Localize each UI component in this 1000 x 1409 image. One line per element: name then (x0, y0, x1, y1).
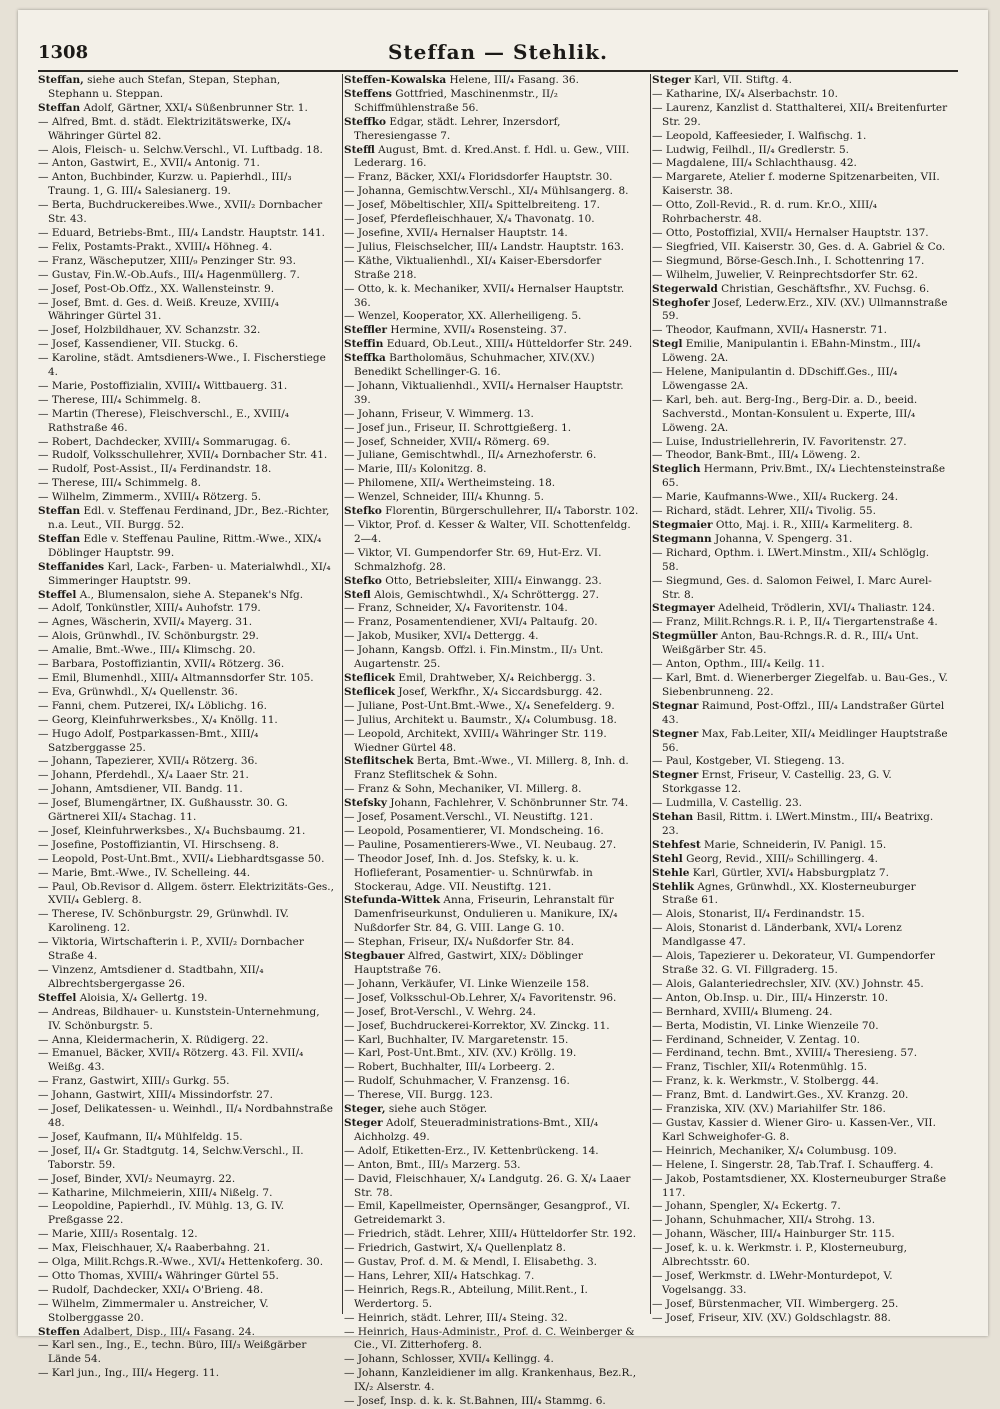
directory-entry: — Karl jun., Ing., III/₄ Hegerg. 11. (38, 1367, 220, 1380)
directory-entry: — Josef, Volksschul-Ob.Lehrer, X/₄ Favoritenstr. 96. (344, 991, 617, 1004)
directory-entry: — Barbara, Postoffiziantin, XVII/₄ Rötzerg. 36. (38, 658, 285, 671)
page-title: Steffan — Stehlik. (387, 40, 608, 64)
directory-entry: Stegerwald Christian, Geschäftsfhr., XV. Fuchsg. 6. (652, 282, 930, 295)
directory-entry: — Martin (Therese), Fleischverschl., E., XVIII/₄ Rathstraße 46. (38, 407, 289, 434)
directory-entry: — Friedrich, städt. Lehrer, XIII/₄ Hütteldorfer Str. 192. (344, 1228, 637, 1241)
directory-entry: — Julius, Architekt u. Baumstr., X/₄ Columbusg. 18. (344, 713, 617, 726)
directory-entry: — Johann, Kangsb. Offzl. i. Fin.Minstm., II/₃ Unt. Augartenstr. 25. (344, 644, 604, 671)
directory-entry: — Heinrich, Regs.R., Abteilung, Milit.Rent., I. Werdertorg. 5. (344, 1283, 588, 1310)
directory-entry: Stehl Georg, Revid., XIII/₉ Schillingerg. 4. (652, 852, 878, 865)
directory-entry: — Wenzel, Kooperator, XX. Allerheiligeng. 5. (344, 310, 582, 323)
directory-entry: Steffen-Kowalska Helene, III/₄ Fasang. 36. (344, 74, 579, 86)
directory-entry: — Vinzenz, Amtsdiener d. Stadtbahn, XII/₄ Albrechtsbergergasse 26. (38, 964, 264, 990)
directory-entry: — Adolf, Tonkünstler, XIII/₄ Auhofstr. 179. (38, 602, 261, 615)
directory-entry: Stegl Emilie, Manipulantin i. EBahn-Minstm., III/₄ Löweng. 2A. (652, 338, 921, 365)
directory-entry: Steger Karl, VII. Stiftg. 4. (652, 74, 793, 86)
directory-entry: — Josef, II/₄ Gr. Stadtgutg. 14, Selchw.Verschl., II. Taborstr. 59. (38, 1144, 304, 1171)
directory-entry: Steffka Bartholomäus, Schuhmacher, XIV.(XV.) Benedikt Schellinger-G. 16. (344, 352, 595, 379)
directory-entry: — Josef, Werkmstr. d. LWehr-Monturdepot, V. Vogelsangg. 33. (652, 1269, 893, 1296)
directory-entry: — Georg, Kleinfuhrwerksbes., X/₄ Knöllg. 11. (38, 713, 278, 726)
directory-entry: — Leopold, Post-Unt.Bmt., XVII/₄ Liebhardtsgasse 50. (38, 852, 325, 865)
directory-entry: — Leopold, Architekt, XVIII/₄ Währinger Str. 119. Wiedner Gürtel 48. (344, 727, 607, 754)
directory-entry: — Max, Fleischhauer, X/₄ Raaberbahng. 21. (38, 1242, 271, 1255)
directory-entry: — Laurenz, Kanzlist d. Statthalterei, XII/₄ Breitenfurter Str. 29. (652, 101, 948, 128)
directory-entry: — Andreas, Bildhauer- u. Kunststein-Unternehmung, IV. Schönburgstr. 5. (38, 1005, 320, 1032)
directory-entry: — Friedrich, Gastwirt, X/₄ Quellenplatz 8. (344, 1242, 566, 1255)
directory-entry: — Robert, Buchhalter, III/₄ Lorbeerg. 2. (344, 1061, 555, 1074)
directory-entry: — Josef jun., Friseur, II. Schrottgießerg. 1. (344, 421, 572, 434)
directory-entry: — Emil, Blumenhdl., XIII/₄ Altmannsdorfer Str. 105. (38, 671, 314, 684)
directory-entry: — Alfred, Bmt. d. städt. Elektrizitätswerke, IX/₄ Währinger Gürtel 82. (38, 115, 291, 142)
directory-entry: — Josef, Buchdruckerei-Korrektor, XV. Zinckg. 11. (344, 1019, 610, 1032)
directory-entry: — Alois, Grünwhdl., IV. Schönburgstr. 29. (38, 630, 259, 643)
directory-entry: — Gustav, Kassier d. Wiener Giro- u. Kassen-Ver., VII. Karl Schweighofer-G. 8. (652, 1116, 936, 1143)
directory-entry: — Rudolf, Dachdecker, XXI/₄ O'Brieng. 48. (38, 1283, 264, 1296)
directory-entry: — Franz & Sohn, Mechaniker, VI. Millerg. 8. (344, 783, 582, 796)
directory-entry: — Wilhelm, Juwelier, V. Reinprechtsdorfer Str. 62. (652, 268, 918, 281)
directory-entry: — Josefine, XVII/₄ Hernalser Hauptstr. 14. (344, 226, 568, 239)
directory-entry: — Therese, VII. Burgg. 123. (344, 1089, 493, 1102)
directory-entry: — Magdalene, III/₄ Schlachthausg. 42. (652, 157, 857, 170)
directory-entry: — Emil, Kapellmeister, Opernsänger, Gesangprof., VI. Getreidemarkt 3. (344, 1200, 631, 1227)
directory-entry: — Juliane, Post-Unt.Bmt.-Wwe., X/₄ Senefelderg. 9. (344, 699, 615, 712)
directory-entry: Stefko Florentin, Bürgerschullehrer, II/₄ Taborstr. 102. (344, 505, 639, 518)
directory-entry: — Franz, Posamentendiener, XVI/₄ Paltaufg. 20. (344, 616, 598, 629)
directory-entry: — Marie, Postoffizialin, XVIII/₄ Wittbauerg. 31. (38, 379, 288, 392)
directory-entry: — Anton, Ob.Insp. u. Dir., III/₄ Hinzerstr. 10. (652, 991, 889, 1004)
directory-entry: Stehle Karl, Gürtler, XVI/₄ Habsburgplatz 7. (652, 866, 889, 879)
directory-entry: — Siegfried, VII. Kaiserstr. 30, Ges. d. A. Gabriel & Co. (652, 240, 946, 253)
directory-entry: — Johann, Viktualienhdl., XVII/₄ Hernalser Hauptstr. 39. (344, 379, 624, 406)
directory-entry: — Josef, Kaufmann, II/₄ Mühlfeldg. 15. (38, 1130, 243, 1143)
directory-entry: — Alois, Galanteriedrechsler, XIV. (XV.) Johnstr. 45. (652, 977, 924, 990)
directory-entry: — Stephan, Friseur, IX/₄ Nußdorfer Str. 84. (344, 936, 575, 949)
directory-entry: Steffens Gottfried, Maschinenmstr., II/₂ Schiffmühlenstraße 56. (344, 87, 558, 114)
directory-entry: — Josef, Brot-Verschl., V. Wehrg. 24. (344, 1005, 536, 1018)
directory-entry: — Wilhelm, Zimmermaler u. Anstreicher, V. Stolberggasse 20. (38, 1297, 269, 1324)
directory-entry: — Robert, Dachdecker, XVIII/₄ Sommarugag. 6. (38, 435, 291, 448)
directory-entry: — Amalie, Bmt.-Wwe., III/₄ Klimschg. 20. (38, 644, 256, 657)
directory-entry: Stefsky Johann, Fachlehrer, V. Schönbrunner Str. 74. (344, 797, 629, 810)
directory-entry: Steflitschek Berta, Bmt.-Wwe., VI. Millerg. 8, Inh. d. Franz Steflitschek & Sohn. (344, 755, 629, 782)
directory-entry: — Anton, Bmt., III/₃ Marzerg. 53. (344, 1158, 521, 1171)
directory-entry: Steffan Edl. v. Steffenau Ferdinand, JDr., Bez.-Richter, n.a. Leut., VII. Burgg. 52. (38, 505, 330, 531)
directory-entry: — Franz, Bmt. d. Landwirt.Ges., XV. Kranzg. 20. (652, 1089, 909, 1102)
directory-entry: — Marie, Bmt.-Wwe., IV. Schelleing. 44. (38, 866, 251, 879)
page-header (38, 38, 958, 68)
directory-entry: — Marie, Kaufmanns-Wwe., XII/₄ Ruckerg. 24. (652, 491, 899, 504)
directory-entry: Steffko Edgar, städt. Lehrer, Inzersdorf, Theresiengasse 7. (344, 115, 561, 142)
directory-entry: — Bernhard, XVIII/₄ Blumeng. 24. (652, 1005, 833, 1018)
directory-entry: — Josef, Schneider, XVII/₄ Römerg. 69. (344, 435, 550, 448)
directory-entry: Steffan Adolf, Gärtner, XXI/₄ Süßenbrunner Str. 1. (38, 101, 308, 114)
directory-entry: — Siegmund, Ges. d. Salomon Feiwel, I. Marc Aurel-Str. 8. (652, 574, 932, 601)
directory-entry: — Viktoria, Wirtschafterin i. P., XVII/₂ Dornbacher Straße 4. (38, 936, 304, 963)
directory-entry: — Franziska, XIV. (XV.) Mariahilfer Str. 186. (652, 1103, 886, 1116)
column-1 (38, 74, 334, 1380)
directory-entry: — Josef, Insp. d. k. k. St.Bahnen, III/₄ Stammg. 6. (344, 1395, 606, 1408)
directory-entry: — Josef, Bürstenmacher, VII. Wimbergerg. 25. (652, 1297, 899, 1310)
directory-entry: Stefl Alois, Gemischtwhdl., X/₄ Schröttergg. 27. (344, 588, 600, 601)
directory-entry: — Karl, Post-Unt.Bmt., XIV. (XV.) Kröllg. 19. (344, 1047, 577, 1060)
directory-entry: Stegmayer Adelheid, Trödlerin, XVI/₄ Thaliastr. 124. (652, 602, 935, 615)
directory-entry: — Berta, Modistin, VI. Linke Wienzeile 70. (652, 1019, 879, 1032)
directory-entry: — Felix, Postamts-Prakt., XVIII/₄ Höhneg. 4. (38, 240, 273, 253)
directory-entry: — Marie, XIII/₃ Rosentalg. 12. (38, 1228, 198, 1241)
directory-entry: — Paul, Kostgeber, VI. Stiegeng. 13. (652, 755, 845, 768)
column-divider (342, 74, 343, 1314)
directory-entry: — Hans, Lehrer, XII/₄ Hatschkag. 7. (344, 1269, 535, 1282)
directory-entry: — Berta, Buchdruckereibes.Wwe., XVII/₂ Dornbacher Str. 43. (38, 199, 323, 226)
directory-entry: — Karl, Bmt. d. Wienerberger Ziegelfab. u. Bau-Ges., V. Siebenbrunneng. 22. (652, 671, 948, 698)
directory-entry: Steger, siehe auch Stöger. (344, 1103, 488, 1116)
directory-entry: Steffin Eduard, Ob.Leut., XIII/₄ Hütteldorfer Str. 249. (344, 338, 633, 351)
directory-entry: — Josefine, Postoffiziantin, VI. Hirschseng. 8. (38, 838, 280, 851)
directory-entry: — Karoline, städt. Amtsdieners-Wwe., I. Fischerstiege 4. (38, 352, 326, 379)
directory-entry: Stegmüller Anton, Bau-Rchngs.R. d. R., III/₄ Unt. Weißgärber Str. 45. (652, 630, 919, 657)
directory-entry: Steger Adolf, Steueradministrations-Bmt., XII/₄ Aichholzg. 49. (344, 1116, 599, 1143)
directory-entry: — Helene, I. Singerstr. 28, Tab.Traf. I. Schaufferg. 4. (652, 1158, 934, 1171)
directory-entry: — Olga, Milit.Rchgs.R.-Wwe., XVI/₄ Hettenkoferg. 30. (38, 1256, 324, 1269)
directory-entry: Steglich Hermann, Priv.Bmt., IX/₄ Liechtensteinstraße 65. (652, 463, 946, 490)
directory-entry: — Käthe, Viktualienhdl., XI/₄ Kaiser-Ebersdorfer Straße 218. (344, 254, 602, 281)
directory-entry: — Johann, Schlosser, XVII/₄ Kellingg. 4. (344, 1353, 554, 1366)
directory-entry: — Josef, Bmt. d. Ges. d. Weiß. Kreuze, XVIII/₄ Währinger Gürtel 31. (38, 296, 279, 323)
directory-entry: Stegmaier Otto, Maj. i. R., XIII/₄ Karmeliterg. 8. (652, 519, 913, 531)
directory-entry: — Helene, Manipulantin d. DDschiff.Ges., III/₄ Löwengasse 2A. (652, 366, 898, 392)
directory-entry: Steffel Aloisia, X/₄ Gellertg. 19. (38, 991, 208, 1004)
directory-entry: — Josef, Pferdefleischhauer, X/₄ Thavonatg. 10. (344, 213, 595, 226)
directory-entry: — Katharine, Milchmeierin, XIII/₄ Nißelg. 7. (38, 1186, 273, 1199)
directory-entry: Stefunda-Wittek Anna, Friseurin, Lehranstalt für Damenfriseurkunst, Ondulieren u. Manikure, IX/₄ Nußdorfer Str. 84, G. VIII. Lange G. 10. (344, 894, 618, 935)
directory-entry: — Leopold, Kaffeesieder, I. Walfischg. 1. (652, 129, 867, 142)
directory-entry: — Josef, Kleinfuhrwerksbes., X/₄ Buchsbaumg. 21. (38, 824, 306, 837)
directory-entry: Stegbauer Alfred, Gastwirt, XIX/₂ Döblinger Hauptstraße 76. (344, 950, 583, 976)
directory-entry: Steffen Adalbert, Disp., III/₄ Fasang. 24. (38, 1325, 255, 1338)
directory-entry: Steffan, siehe auch Stefan, Stepan, Stephan, Stephann u. Steppan. (38, 74, 281, 100)
directory-entry: — Johann, Spengler, X/₄ Eckertg. 7. (652, 1200, 841, 1213)
directory-entry: — Johann, Pferdehdl., X/₄ Laaer Str. 21. (38, 769, 249, 782)
directory-entry: — Anton, Gastwirt, E., XVII/₄ Antonig. 71. (38, 157, 260, 170)
directory-entry: — Franz, Wäscheputzer, XIII/₉ Penzinger Str. 93. (38, 254, 296, 267)
page-number: 1308 (38, 42, 89, 63)
column-2 (344, 74, 640, 1408)
directory-entry: — Adolf, Etiketten-Erz., IV. Kettenbrückeng. 14. (344, 1144, 599, 1157)
directory-entry: — Alois, Tapezierer u. Dekorateur, VI. Gumpendorfer Straße 32. G. VI. Fillgraderg. 15. (652, 950, 935, 976)
directory-entry: — Otto, k. k. Mechaniker, XVII/₄ Hernalser Hauptstr. 36. (344, 282, 625, 309)
directory-entry: — Karl sen., Ing., E., techn. Büro, III/₃ Weißgärber Lände 54. (38, 1339, 307, 1366)
directory-entry: — Viktor, VI. Gumpendorfer Str. 69, Hut-Erz. VI. Schmalzhofg. 28. (344, 546, 602, 573)
directory-entry: — Rudolf, Schuhmacher, V. Franzensg. 16. (344, 1075, 570, 1088)
directory-entry: — Johann, Schuhmacher, XII/₄ Strohg. 13. (652, 1214, 876, 1227)
directory-entry: Stehan Basil, Rittm. i. LWert.Minstm., III/₄ Beatrixg. 23. (652, 811, 934, 837)
directory-entry: — Johann, Verkäufer, VI. Linke Wienzeile 158. (344, 977, 590, 990)
directory-entry: — Viktor, Prof. d. Kesser & Walter, VII. Schottenfeldg. 2—4. (344, 519, 631, 545)
directory-entry: — Johanna, Gemischtw.Verschl., XI/₄ Mühlsangerg. 8. (344, 185, 629, 198)
directory-entry: — Franz, k. k. Werkmstr., V. Stolbergg. 44. (652, 1075, 879, 1088)
directory-entry: — Julius, Fleischselcher, III/₄ Landstr. Hauptstr. 163. (344, 240, 624, 253)
directory-entry: — Gustav, Fin.W.-Ob.Aufs., III/₄ Hagenmüllerg. 7. (38, 268, 300, 281)
directory-entry: — Rudolf, Volksschullehrer, XVII/₄ Dornbacher Str. 41. (38, 449, 328, 462)
directory-entry: — Johann, Wäscher, III/₄ Hainburger Str. 115. (652, 1228, 895, 1241)
directory-entry: — Leopoldine, Papierhdl., IV. Mühlg. 13, G. IV. Preßgasse 22. (38, 1200, 285, 1227)
directory-entry: — Heinrich, städt. Lehrer, III/₄ Steing. 32. (344, 1311, 568, 1324)
directory-entry: — Agnes, Wäscherin, XVII/₄ Mayerg. 31. (38, 616, 253, 629)
directory-entry: — Josef, k. u. k. Werkmstr. i. P., Klosterneuburg, Albrechtsstr. 60. (652, 1242, 907, 1269)
directory-entry: — Philomene, XII/₄ Wertheimsteing. 18. (344, 477, 556, 490)
directory-entry: — Josef, Blumengärtner, IX. Gußhausstr. 30. G. Gärtnerei XII/₄ Stachag. 11. (38, 797, 288, 824)
directory-entry: — Therese, III/₄ Schimmelg. 8. (38, 393, 201, 406)
directory-entry: — Hugo Adolf, Postparkassen-Bmt., XIII/₄ Satzberggasse 25. (38, 727, 259, 754)
directory-entry: Stefko Otto, Betriebsleiter, XIII/₄ Einwangg. 23. (344, 574, 602, 587)
directory-entry: — Fanni, chem. Putzerei, IX/₄ Löblichg. 16. (38, 699, 267, 712)
directory-entry: — Alois, Stonarist, II/₄ Ferdinandstr. 15. (652, 908, 865, 921)
directory-entry: — Theodor Josef, Inh. d. Jos. Stefsky, k. u. k. Hoflieferant, Posamentier- u. Schnürwfab. in Stockerau, Adge. VII. Neustiftg. 121. (344, 852, 593, 893)
directory-entry: — Johann, Amtsdiener, VII. Bandg. 11. (38, 783, 243, 796)
directory-entry: — Otto, Zoll-Revid., R. d. rum. Kr.O., XIII/₄ Rohrbacherstr. 48. (652, 199, 878, 226)
directory-entry: — Paul, Ob.Revisor d. Allgem. österr. Elektrizitäts-Ges., XVII/₄ Geblerg. 8. (38, 880, 334, 907)
directory-entry: — Marie, III/₃ Kolonitzg. 8. (344, 463, 487, 476)
directory-entry: — Ferdinand, Schneider, V. Zentag. 10. (652, 1033, 860, 1046)
directory-entry: — Otto, Postoffizial, XVII/₄ Hernalser Hauptstr. 137. (652, 226, 929, 239)
directory-entry: — Franz, Milit.Rchngs.R. i. P., II/₄ Tiergartenstraße 4. (652, 616, 938, 629)
directory-entry: — Ludwig, Feilhdl., II/₄ Gredlerstr. 5. (652, 143, 850, 156)
directory-entry: — Emanuel, Bäcker, XVII/₄ Rötzerg. 43. Fil. XVII/₄ Weißg. 43. (38, 1047, 304, 1074)
directory-entry: — Eduard, Betriebs-Bmt., III/₄ Landstr. Hauptstr. 141. (38, 226, 326, 239)
directory-entry: — Rudolf, Post-Assist., II/₄ Ferdinandstr. 18. (38, 463, 272, 476)
directory-entry: — Otto Thomas, XVIII/₄ Währinger Gürtel 55. (38, 1269, 279, 1282)
directory-entry: — Franz, Tischler, XII/₄ Rotenmühlg. 15. (652, 1061, 868, 1074)
directory-entry: — Franz, Schneider, X/₄ Favoritenstr. 104. (344, 602, 568, 615)
directory-entry: — Josef, Friseur, XIV. (XV.) Goldschlagstr. 88. (652, 1311, 891, 1324)
directory-entry: — Ludmilla, V. Castellig. 23. (652, 797, 802, 810)
directory-entry: — Johann, Gastwirt, XIII/₄ Missindorfstr. 27. (38, 1089, 273, 1102)
directory-entry: Stegnar Raimund, Post-Offzl., III/₄ Landstraßer Gürtel 43. (652, 699, 945, 726)
directory-entry: Stehfest Marie, Schneiderin, IV. Panigl. 15. (652, 838, 887, 851)
directory-entry: — Franz, Bäcker, XXI/₄ Floridsdorfer Hauptstr. 30. (344, 171, 613, 184)
directory-entry: — Ferdinand, techn. Bmt., XVIII/₄ Theresieng. 57. (652, 1047, 918, 1060)
directory-entry: — Karl, Buchhalter, IV. Margaretenstr. 15. (344, 1033, 569, 1046)
directory-entry: — Franz, Gastwirt, XIII/₃ Gurkg. 55. (38, 1075, 230, 1088)
directory-entry: — Heinrich, Haus-Administr., Prof. d. C. Weinberger & Cie., VI. Zitterhoferg. 8. (344, 1325, 635, 1352)
directory-entry: — Theodor, Bank-Bmt., III/₄ Löweng. 2. (652, 449, 861, 462)
directory-entry: — Johann, Tapezierer, XVII/₄ Rötzerg. 36. (38, 755, 258, 768)
directory-entry: Steffan Edle v. Steffenau Pauline, Rittm.-Wwe., XIX/₄ Döblinger Hauptstr. 99. (38, 532, 322, 559)
directory-entry: — Johann, Kanzleidiener im allg. Krankenhaus, Bez.R., IX/₂ Alserstr. 4. (344, 1367, 637, 1394)
directory-entry: Steghofer Josef, Lederw.Erz., XIV. (XV.) Ullmannstraße 59. (652, 296, 948, 323)
directory-entry: — Josef, Kassendiener, VII. Stuckg. 6. (38, 338, 239, 351)
directory-entry: Steffl August, Bmt. d. Kred.Anst. f. Hdl. u. Gew., VIII. Lederarg. 16. (344, 143, 630, 170)
directory-entry: — Katharine, IX/₄ Alserbachstr. 10. (652, 87, 838, 100)
directory-entry: Stegmann Johanna, V. Spengerg. 31. (652, 532, 853, 545)
directory-entry: — Pauline, Posamentierers-Wwe., VI. Neubaug. 27. (344, 838, 617, 851)
directory-entry: — Margarete, Atelier f. moderne Spitzenarbeiten, VII. Kaiserstr. 38. (652, 171, 940, 198)
directory-entry: Steflicek Emil, Drahtweber, X/₄ Reichbergg. 3. (344, 671, 596, 684)
directory-entry: — Heinrich, Mechaniker, X/₄ Columbusg. 109. (652, 1144, 897, 1157)
directory-entry: — Anton, Buchbinder, Kurzw. u. Papierhdl., III/₃ Traung. 1, G. III/₄ Salesianerg. 19. (38, 171, 292, 198)
directory-entry: — David, Fleischhauer, X/₄ Landgutg. 26. G. X/₄ Laaer Str. 78. (344, 1172, 631, 1199)
columns-container (38, 74, 958, 1408)
column-divider (650, 74, 651, 1314)
directory-entry: — Wilhelm, Zimmerm., XVIII/₄ Rötzerg. 5. (38, 491, 262, 504)
directory-entry: — Wenzel, Schneider, III/₄ Khunng. 5. (344, 491, 545, 504)
directory-entry: — Alois, Fleisch- u. Selchw.Verschl., VI. Luftbadg. 18. (38, 143, 323, 156)
directory-entry: Stehlik Agnes, Grünwhdl., XX. Klosterneuburger Straße 61. (652, 880, 916, 907)
directory-entry: — Jakob, Musiker, XVI/₄ Dettergg. 4. (344, 630, 539, 643)
directory-entry: — Theodor, Kaufmann, XVII/₄ Hasnerstr. 71. (652, 324, 887, 337)
directory-entry: Steffel A., Blumensalon, siehe A. Stepanek's Nfg. (38, 588, 304, 601)
directory-entry: Steffler Hermine, XVII/₄ Rosensteing. 37. (344, 324, 567, 337)
directory-entry: — Therese, III/₄ Schimmelg. 8. (38, 477, 201, 490)
directory-entry: — Johann, Friseur, V. Wimmerg. 13. (344, 407, 534, 420)
directory-entry: — Josef, Binder, XVI/₂ Neumayrg. 22. (38, 1172, 236, 1185)
directory-entry: Steflicek Josef, Werkfhr., X/₄ Siccardsburgg. 42. (344, 685, 603, 698)
header-rule (38, 70, 958, 72)
directory-entry: — Therese, IV. Schönburgstr. 29, Grünwhdl. IV. Karolineng. 12. (38, 908, 289, 935)
directory-entry: Stegner Max, Fab.Leiter, XII/₄ Meidlinger Hauptstraße 56. (652, 727, 948, 754)
directory-entry: — Leopold, Posamentierer, VI. Mondscheing. 16. (344, 824, 604, 837)
directory-entry: — Jakob, Postamtsdiener, XX. Klosterneuburger Straße 117. (652, 1172, 947, 1199)
directory-entry: — Josef, Post-Ob.Offz., XX. Wallensteinstr. 9. (38, 282, 275, 295)
directory-entry: — Josef, Möbeltischler, XII/₄ Spittelbreiteng. 17. (344, 199, 600, 212)
directory-entry: — Gustav, Prof. d. M. & Mendl, I. Elisabethg. 3. (344, 1256, 597, 1269)
directory-entry: — Richard, städt. Lehrer, XII/₄ Tivolig. 55. (652, 505, 876, 518)
directory-entry: — Anna, Kleidermacherin, X. Rüdigerg. 22. (38, 1033, 269, 1046)
directory-entry: — Anton, Opthm., III/₄ Keilg. 11. (652, 658, 825, 671)
directory-entry: — Eva, Grünwhdl., X/₄ Quellenstr. 36. (38, 685, 238, 698)
directory-entry: — Siegmund, Börse-Gesch.Inh., I. Schottenring 17. (652, 254, 925, 267)
directory-entry: — Alois, Stonarist d. Länderbank, XVI/₄ Lorenz Mandlgasse 47. (652, 922, 902, 949)
directory-entry: Stegner Ernst, Friseur, V. Castellig. 23, G. V. Storkgasse 12. (652, 769, 892, 796)
directory-entry: — Josef, Delikatessen- u. Weinhdl., II/₄ Nordbahnstraße 48. (38, 1103, 334, 1129)
directory-entry: — Josef, Holzbildhauer, XV. Schanzstr. 32. (38, 324, 261, 337)
directory-entry: Steffanides Karl, Lack-, Farben- u. Materialwhdl., XI/₄ Simmeringer Hauptstr. 99. (38, 560, 331, 587)
directory-entry: — Richard, Opthm. i. LWert.Minstm., XII/₄ Schlöglg. 58. (652, 546, 930, 573)
directory-entry: — Karl, beh. aut. Berg-Ing., Berg-Dir. a. D., beeid. Sachverstd., Montan-Konsulent u. Experte, III/₄ Löweng. 2A. (652, 393, 918, 434)
directory-entry: — Juliane, Gemischtwhdl., II/₄ Arnezhoferstr. 6. (344, 449, 597, 462)
directory-entry: — Josef, Posament.Verschl., VI. Neustiftg. 121. (344, 811, 593, 824)
column-3 (652, 74, 948, 1324)
directory-entry: — Luise, Industriellehrerin, IV. Favoritenstr. 27. (652, 435, 907, 448)
